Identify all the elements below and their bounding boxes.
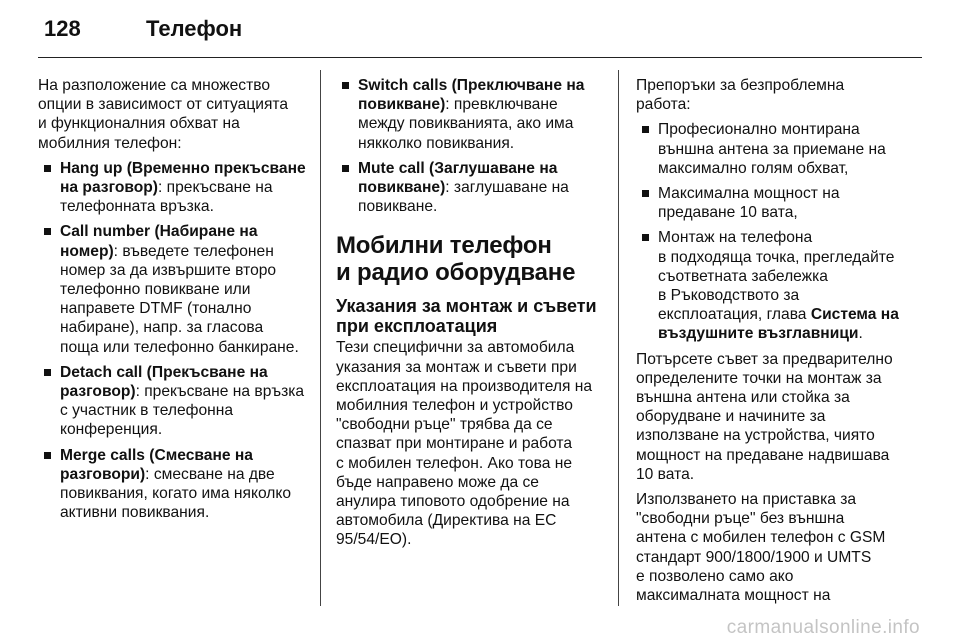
- column-2: [336, 76, 610, 556]
- subsection-heading: Указания за монтаж и съвети при експлоатация: [336, 296, 597, 337]
- page-number: 128: [44, 16, 81, 41]
- column-3: [636, 76, 926, 611]
- item-text: Монтаж на телефона в подходяща точка, прегледайте съответната забележка в Ръководството за експлоатация, глава: [658, 229, 895, 324]
- list-item: [38, 446, 310, 523]
- body-text: Тези специфични за автомобила указания за монтаж и съвети при експлоатация на производителя на мобилния телефон и устройство "свободни ръце" трябва да се спазват при монтиране и работа с мобилен телефон. Ако това не бъде направено може да се анулира типовото одобрение на автомобила (Директива на ЕС 95/54/ЕО).: [336, 339, 593, 549]
- list-item: [38, 363, 310, 440]
- section-heading: Мобилни телефон и радио оборудване: [336, 232, 576, 287]
- option-desc: : заглушаване на повикване.: [358, 179, 569, 216]
- list-item: [336, 76, 610, 153]
- option-term: Detach call (Прекъсване на разговор): [60, 363, 268, 401]
- option-term: Merge calls (Смесване на разговори): [60, 446, 253, 483]
- intro-text: На разположение са множество опции в зависимост от ситуацията и функционалния обхват на мобилния телефон:: [38, 77, 289, 152]
- page-title: Телефон: [146, 16, 243, 41]
- option-term: Call number (Набиране на номер): [60, 223, 258, 260]
- list-item: [636, 184, 926, 222]
- page-header: [44, 16, 242, 50]
- intro-text: Препоръки за безпроблемна работа:: [636, 77, 845, 114]
- option-desc: : въведете телефонен номер за да извършите второ телефонно повикване или направете DTMF (тонално набиране), напр. за гласова поща или телефонно банкиране.: [60, 242, 299, 356]
- header-rule: [38, 57, 922, 58]
- option-desc: : прекъсване на телефонната връзка.: [60, 179, 273, 216]
- option-term: Switch calls (Преключване на повикване): [358, 77, 585, 114]
- cross-reference: Система на въздушните възглавници: [658, 306, 899, 343]
- column-1: [38, 76, 310, 528]
- list-item: [38, 222, 310, 356]
- column-divider-2: [618, 70, 619, 606]
- item-tail: .: [858, 325, 863, 343]
- item-text: Максимална мощност на предаване 10 вата,: [658, 185, 840, 222]
- option-desc: : смесване на две повиквания, когато има няколко активни повиквания.: [60, 465, 292, 522]
- body-text: Потърсете съвет за предварително определените точки на монтаж за външна антена или стойка за оборудване и начините за използване на устройства, чиято мощност на предаване надвишава 10 вата.: [636, 350, 893, 483]
- option-term: Hang up (Временно прекъсване на разговор): [60, 159, 306, 197]
- option-term: Mute call (Заглушаване на повикване): [358, 159, 558, 197]
- item-text: Професионално монтирана външна антена за приемане на максимално голям обхват,: [658, 121, 886, 177]
- list-item: [38, 159, 310, 217]
- option-desc: : превключване между повикванията, ако има някколко повиквания.: [358, 96, 574, 152]
- list-item: [336, 159, 610, 217]
- option-desc: : прекъсване на връзка с участник в телефонна конференция.: [60, 383, 305, 439]
- column-divider-1: [320, 70, 321, 606]
- list-item: [636, 120, 926, 178]
- watermark: carmanualsonline.info: [726, 617, 920, 638]
- body-text: Използването на приставка за "свободни ръце" без външна антена с мобилен телефон с GSM стандарт 900/1800/1900 и UMTS е позволено само ако максималната мощност на: [636, 491, 886, 605]
- list-item: [636, 228, 926, 343]
